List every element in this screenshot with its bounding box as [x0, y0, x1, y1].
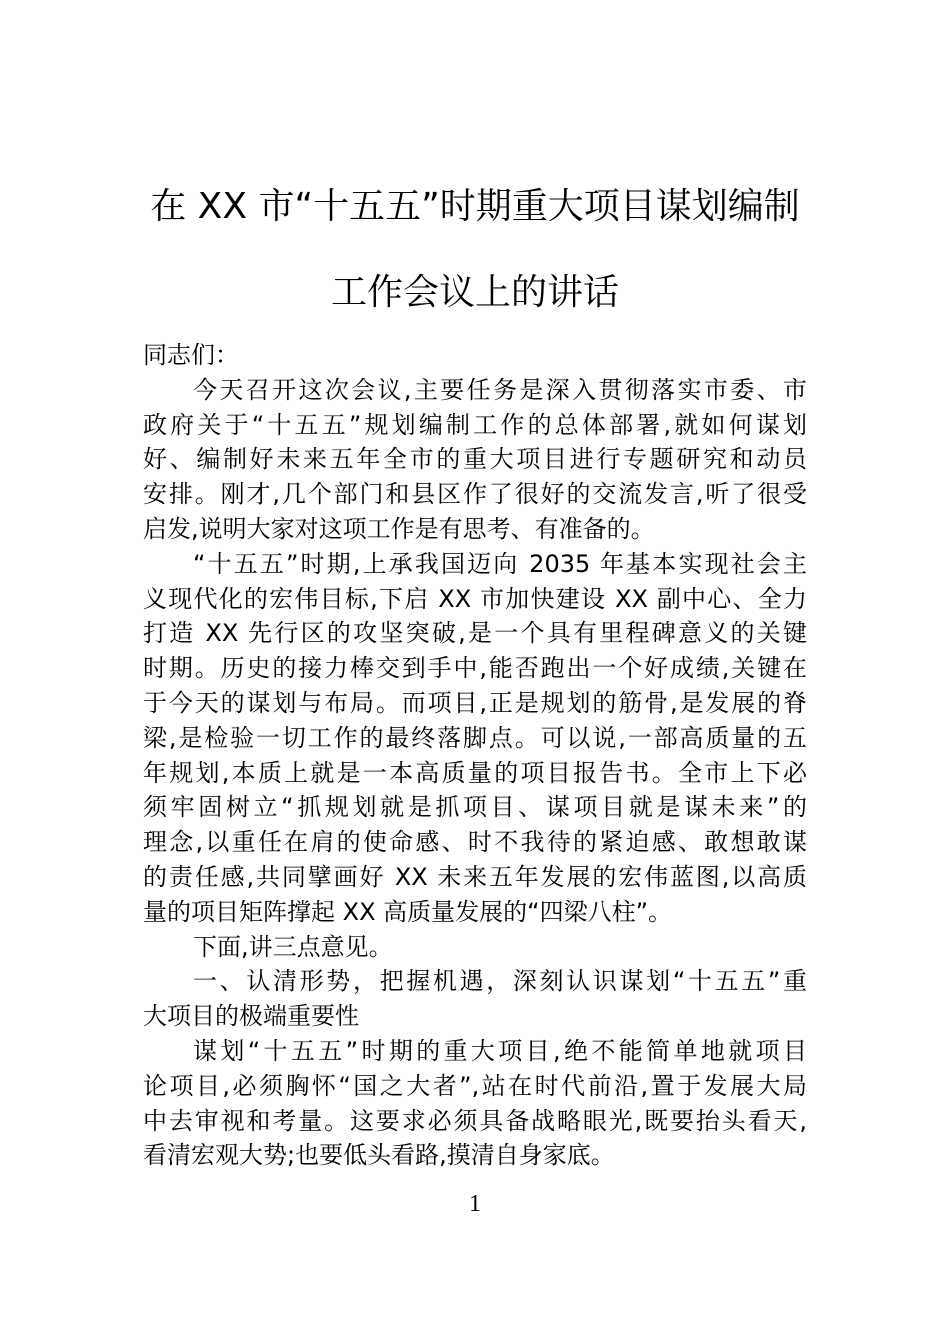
text-line: 今天召开这次会议,主要任务是深入贯彻落实市委、市: [193, 375, 807, 404]
text-line: 须牢固树立“抓规划就是抓项目、谋项目就是谋未来”的: [143, 793, 807, 822]
text-line: “十五五”时期,上承我国迈向 2035 年基本实现社会主: [193, 549, 807, 578]
text-line: 大项目的极端重要性: [143, 1002, 359, 1031]
text-line: 义现代化的宏伟目标,下启 XX 市加快建设 XX 副中心、全力: [143, 584, 807, 613]
document-body: [143, 338, 807, 1173]
text-line: 年规划,本质上就是一本高质量的项目报告书。全市上下必: [143, 758, 807, 787]
text-line: 论项目,必须胸怀“国之大者”,站在时代前沿,置于发展大局: [143, 1071, 807, 1100]
text-line: 好、编制好未来五年全市的重大项目进行专题研究和动员: [143, 445, 807, 474]
title-line-2: 工作会议上的讲话: [330, 272, 619, 313]
text-line: 梁,是检验一切工作的最终落脚点。可以说,一部高质量的五: [143, 723, 807, 752]
text-line: 于今天的谋划与布局。而项目,正是规划的筋骨,是发展的脊: [143, 688, 807, 717]
text-line: 政府关于“十五五”规划编制工作的总体部署,就如何谋划: [143, 410, 807, 439]
page-number: 1: [469, 1191, 481, 1217]
document-title: [120, 164, 830, 336]
text-line: 看清宏观大势;也要低头看路,摸清自身家底。: [143, 1141, 615, 1170]
text-line: 安排。刚才,几个部门和县区作了很好的交流发言,听了很受: [143, 480, 807, 509]
text-line: 启发,说明大家对这项工作是有思考、有准备的。: [143, 514, 655, 543]
text-line: 下面,讲三点意见。: [193, 932, 393, 961]
text-line: 一、认清形势，把握机遇，深刻认识谋划“十五五”重: [193, 967, 807, 996]
text-line: 谋划“十五五”时期的重大项目,绝不能简单地就项目: [193, 1036, 807, 1065]
title-line-1: 在 XX 市“十五五”时期重大项目谋划编制: [150, 186, 800, 227]
text-line: 打造 XX 先行区的攻坚突破,是一个具有里程碑意义的关键: [143, 619, 807, 648]
text-line: 同志们：: [143, 341, 239, 369]
text-line: 中去审视和考量。这要求必须具备战略眼光,既要抬头看天,: [143, 1106, 807, 1135]
text-line: 的责任感,共同擘画好 XX 未来五年发展的宏伟蓝图,以高质: [143, 862, 807, 891]
text-line: 量的项目矩阵撑起 XX 高质量发展的“四梁八柱”。: [143, 897, 673, 926]
text-line: 理念,以重任在肩的使命感、时不我待的紧迫感、敢想敢谋: [143, 828, 807, 857]
text-line: 时期。历史的接力棒交到手中,能否跑出一个好成绩,关键在: [143, 654, 807, 683]
